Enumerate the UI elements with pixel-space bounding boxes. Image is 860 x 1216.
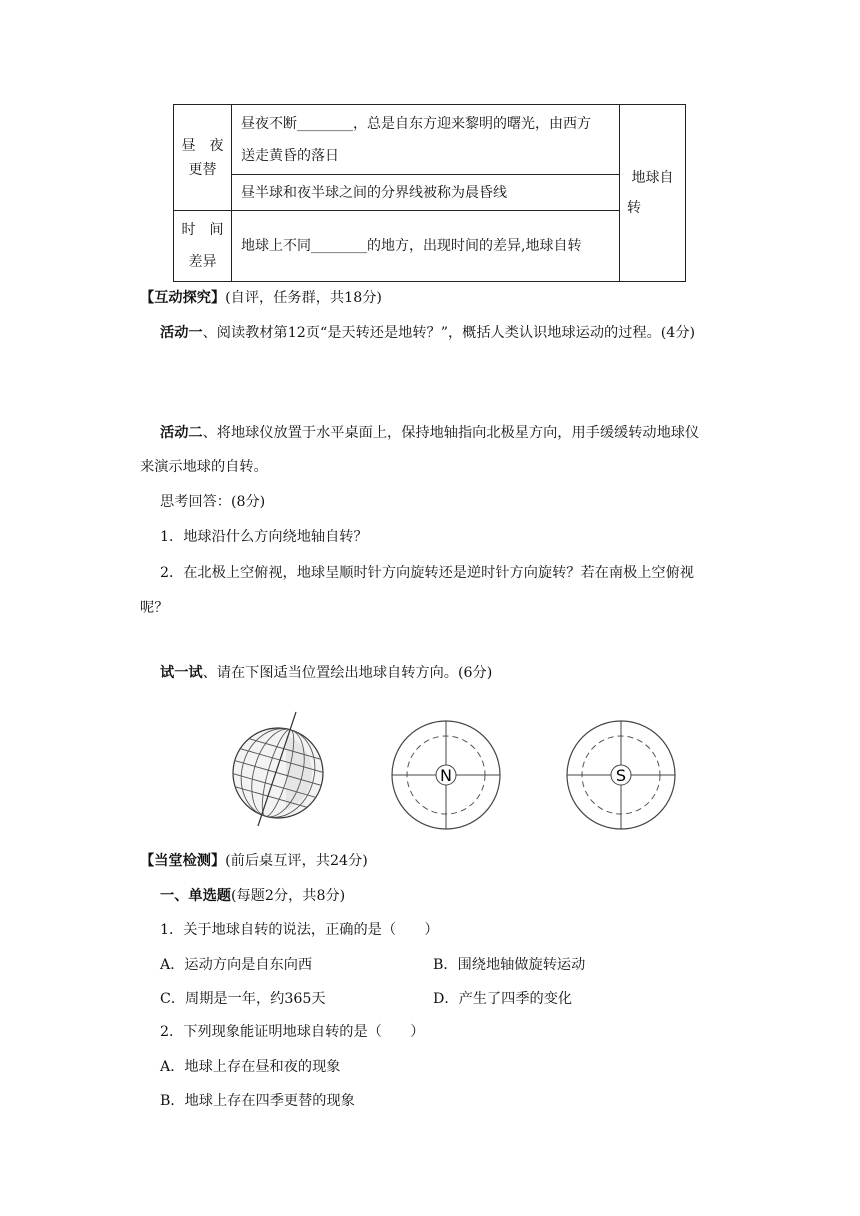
section-title: 一、单选题 (160, 888, 231, 904)
label-line: 昼 夜 (181, 137, 224, 154)
south-pole-figure (565, 719, 677, 831)
question-2-cont: 呢？ (140, 600, 169, 616)
label-line: 转 (627, 200, 641, 216)
single-choice-heading (160, 886, 345, 906)
cell-text: 送走黄昏的落日 (241, 147, 339, 164)
activity-text: 、阅读教材第12页“是天转还是地转？”，概括人类认识地球运动的过程。(4分) (202, 325, 696, 341)
option-b: B．地球上存在四季更替的现象 (160, 1093, 355, 1109)
option-b: B．围绕地轴做旋转运动 (433, 957, 586, 973)
activity-title: 活动二 (160, 425, 203, 441)
option-c: C．周期是一年，约365天 (160, 991, 326, 1007)
section-note: (每题2分，共8分) (230, 888, 346, 904)
cell-text: 昼半球和夜半球之间的分界线被称为晨昏线 (241, 184, 507, 201)
cell-text: 的地方，出现时间的差异,地球自转 (367, 238, 582, 254)
summary-table (173, 104, 686, 282)
cell-text: 昼夜不断 (241, 115, 297, 132)
label-line: 更替 (188, 161, 217, 178)
label-line: 地球自 (631, 170, 674, 186)
think-prompt: 思考回答：(8分) (160, 494, 266, 510)
try-text: 、请在下图适当位置绘出地球自转方向。(6分) (202, 665, 493, 681)
check-heading (140, 851, 368, 871)
fill-blank: ________ (297, 115, 353, 132)
activity-text-cont: 来演示地球的自转。 (140, 459, 268, 475)
north-label: N (440, 766, 452, 785)
cell-text: 地球上不同 (241, 238, 311, 254)
globe-figure (226, 710, 330, 830)
cell-day-night (232, 105, 620, 175)
north-pole-figure (390, 719, 502, 831)
activity-2 (160, 423, 699, 443)
section-note: (前后桌互评，共24分) (225, 853, 368, 869)
try-title: 试一试 (160, 665, 203, 681)
fill-blank: ________ (311, 238, 367, 254)
section-heading: 【当堂检测】 (140, 853, 226, 869)
section-note: (自评，任务群，共18分) (225, 290, 382, 306)
label-time-difference (174, 211, 232, 282)
question-stem: 2．下列现象能证明地球自转的是（ ） (160, 1024, 425, 1040)
option-d: D．产生了四季的变化 (433, 991, 573, 1007)
activity-text: 、将地球仪放置于水平桌面上，保持地轴指向北极星方向，用手缓缓转动地球仪 (202, 425, 700, 441)
question-2: 2．在北极上空俯视，地球呈顺时针方向旋转还是逆时针方向旋转？若在南极上空俯视 (160, 565, 694, 581)
cell-text: ，总是自东方迎来黎明的曙光，由西方 (353, 115, 591, 132)
interactive-heading (140, 288, 382, 308)
option-a: A．地球上存在昼和夜的现象 (160, 1059, 341, 1075)
try-it (160, 663, 492, 683)
question-stem: 1．关于地球自转的说法，正确的是（ ） (160, 922, 439, 938)
cell-time-difference (232, 211, 620, 282)
label-earth-rotation (620, 105, 686, 282)
activity-1 (160, 323, 695, 343)
label-line: 时 间 (181, 222, 224, 238)
label-day-night (174, 105, 232, 211)
cell-terminator (232, 175, 620, 211)
activity-title: 活动一 (160, 325, 203, 341)
label-line: 差异 (188, 254, 217, 270)
option-a: A．运动方向是自东向西 (160, 957, 313, 973)
section-heading: 【互动探究】 (140, 290, 226, 306)
south-label: S (615, 766, 627, 785)
question-1: 1．地球沿什么方向绕地轴自转？ (160, 529, 368, 545)
